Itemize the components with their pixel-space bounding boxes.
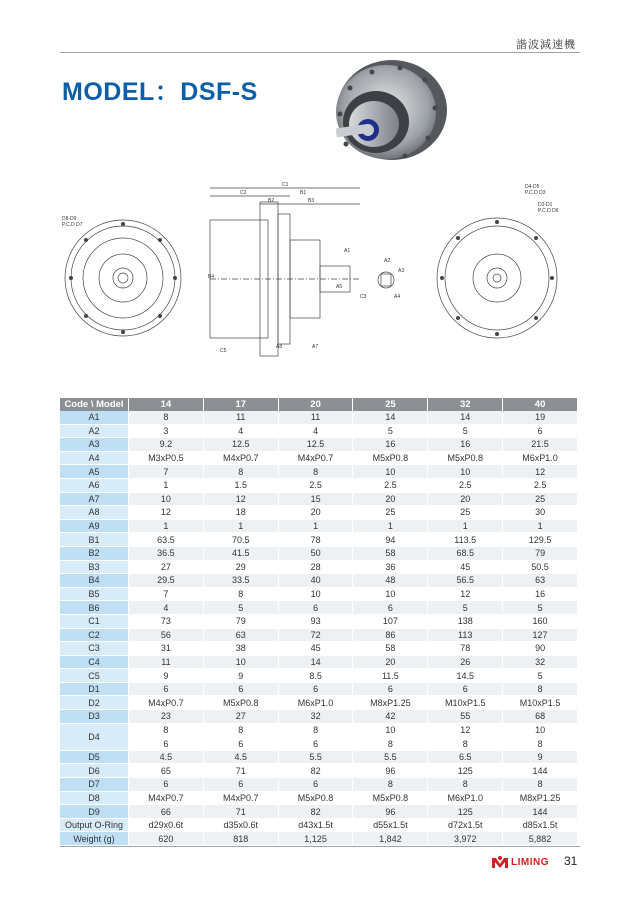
table-cell: 8 xyxy=(353,778,428,792)
table-cell: 8 xyxy=(503,737,578,751)
column-header: 14 xyxy=(129,398,204,411)
table-row xyxy=(60,750,578,764)
table-cell: 96 xyxy=(353,805,428,819)
label-a4: A4 xyxy=(394,294,401,300)
table-cell: 5,882 xyxy=(503,832,578,846)
table-cell: 11.5 xyxy=(353,669,428,683)
row-code: Output O-Ring xyxy=(60,818,129,832)
table-cell: 8 xyxy=(278,723,353,737)
table-cell: 56.5 xyxy=(428,574,503,588)
table-cell: M4xP0.7 xyxy=(129,791,204,805)
rear-view-outer xyxy=(437,218,557,338)
row-code: D1 xyxy=(60,682,129,696)
table-cell: 1,125 xyxy=(278,832,353,846)
table-row xyxy=(60,818,578,832)
table-cell: M8xP1.25 xyxy=(503,791,578,805)
table-cell: 56 xyxy=(129,628,204,642)
table-cell: 5 xyxy=(353,424,428,438)
table-row xyxy=(60,655,578,669)
label-c5: C5 xyxy=(220,348,227,354)
liming-logo-icon xyxy=(491,855,509,869)
table-cell: 79 xyxy=(203,614,278,628)
table-row xyxy=(60,696,578,710)
table-cell: 6 xyxy=(278,778,353,792)
table-cell: 8 xyxy=(428,737,503,751)
row-code: Weight (g) xyxy=(60,832,129,846)
table-cell: 6 xyxy=(278,682,353,696)
table-cell: 138 xyxy=(428,614,503,628)
table-cell: 11 xyxy=(129,655,204,669)
table-cell: 25 xyxy=(353,506,428,520)
page-title: MODEL：DSF-S xyxy=(62,78,258,106)
table-cell: 26 xyxy=(428,655,503,669)
table-cell: 8 xyxy=(129,411,204,424)
table-cell: 93 xyxy=(278,614,353,628)
table-cell: 144 xyxy=(503,764,578,778)
table-cell: 125 xyxy=(428,805,503,819)
table-cell: 82 xyxy=(278,805,353,819)
table-header-row xyxy=(60,398,578,411)
table-row xyxy=(60,574,578,588)
table-cell: 2.5 xyxy=(278,478,353,492)
table-row xyxy=(60,710,578,724)
table-cell: 12 xyxy=(203,492,278,506)
table-cell: 10 xyxy=(278,587,353,601)
table-cell: 10 xyxy=(503,723,578,737)
table-cell: 18 xyxy=(203,506,278,520)
table-cell: 40 xyxy=(278,574,353,588)
row-code: B5 xyxy=(60,587,129,601)
row-code: A7 xyxy=(60,492,129,506)
table-cell: M5xP0.8 xyxy=(203,696,278,710)
table-cell: 12 xyxy=(503,465,578,479)
table-cell: 5 xyxy=(503,669,578,683)
table-cell: 58 xyxy=(353,546,428,560)
row-code: B3 xyxy=(60,560,129,574)
table-cell: 8 xyxy=(203,465,278,479)
row-code: D3 xyxy=(60,710,129,724)
table-row xyxy=(60,805,578,819)
table-cell: 12 xyxy=(428,723,503,737)
table-row xyxy=(60,723,578,737)
table-cell: 12 xyxy=(428,587,503,601)
table-cell: M4xP0.7 xyxy=(129,696,204,710)
row-code: D6 xyxy=(60,764,129,778)
table-cell: 68 xyxy=(503,710,578,724)
table-cell: 94 xyxy=(353,533,428,547)
table-cell: 63 xyxy=(503,574,578,588)
row-code: B1 xyxy=(60,533,129,547)
table-cell: M4xP0.7 xyxy=(278,451,353,465)
row-code: A3 xyxy=(60,438,129,452)
table-cell: 9.2 xyxy=(129,438,204,452)
table-row xyxy=(60,519,578,533)
row-code: D4 xyxy=(60,723,129,750)
row-code: C4 xyxy=(60,655,129,669)
table-cell: 41.5 xyxy=(203,546,278,560)
table-cell: M4xP0.7 xyxy=(203,451,278,465)
table-cell: 1 xyxy=(129,519,204,533)
table-cell: 127 xyxy=(503,628,578,642)
table-cell: 58 xyxy=(353,642,428,656)
table-cell: 113.5 xyxy=(428,533,503,547)
table-cell: 1 xyxy=(129,478,204,492)
row-code: A2 xyxy=(60,424,129,438)
table-row xyxy=(60,791,578,805)
table-cell: 25 xyxy=(428,506,503,520)
table-row xyxy=(60,560,578,574)
label-pcd-d3: P.C.D D3 xyxy=(525,190,546,196)
table-cell: 14 xyxy=(353,411,428,424)
table-cell: 8.5 xyxy=(278,669,353,683)
table-cell: 50.5 xyxy=(503,560,578,574)
table-cell: 6 xyxy=(428,682,503,696)
table-cell: 6.5 xyxy=(428,750,503,764)
table-row xyxy=(60,832,578,846)
table-row xyxy=(60,669,578,683)
column-header: Code \ Model xyxy=(60,398,129,411)
table-row xyxy=(60,451,578,465)
table-row xyxy=(60,628,578,642)
table-cell: 1 xyxy=(503,519,578,533)
table-cell: 16 xyxy=(503,587,578,601)
table-cell: 1.5 xyxy=(203,478,278,492)
table-cell: 28 xyxy=(278,560,353,574)
table-cell: 10 xyxy=(129,492,204,506)
row-code: B4 xyxy=(60,574,129,588)
column-header: 40 xyxy=(503,398,578,411)
table-cell: 73 xyxy=(129,614,204,628)
table-cell: 4 xyxy=(278,424,353,438)
table-cell: 20 xyxy=(278,506,353,520)
table-row xyxy=(60,533,578,547)
table-cell: 19 xyxy=(503,411,578,424)
table-cell: 32 xyxy=(503,655,578,669)
table-cell: 96 xyxy=(353,764,428,778)
table-cell: 2.5 xyxy=(428,478,503,492)
header-category: 諧波減速機 xyxy=(516,39,576,51)
table-cell: 3,972 xyxy=(428,832,503,846)
table-cell: 10 xyxy=(428,465,503,479)
table-cell: M5xP0.8 xyxy=(278,791,353,805)
table-cell: M10xP1.5 xyxy=(503,696,578,710)
column-header: 20 xyxy=(278,398,353,411)
label-pcd-d6: P.C.D D6 xyxy=(538,208,559,214)
table-cell: d72x1.5t xyxy=(428,818,503,832)
table-cell: 29.5 xyxy=(129,574,204,588)
table-cell: 11 xyxy=(203,411,278,424)
table-cell: 20 xyxy=(353,655,428,669)
label-b3: B3 xyxy=(308,198,315,204)
row-code: A8 xyxy=(60,506,129,520)
label-d2-d1: D2-D1 xyxy=(538,202,553,208)
table-row xyxy=(60,424,578,438)
table-cell: 8 xyxy=(428,778,503,792)
table-cell: 6 xyxy=(129,778,204,792)
table-cell: 25 xyxy=(503,492,578,506)
table-cell: 8 xyxy=(129,723,204,737)
row-code: A9 xyxy=(60,519,129,533)
table-row xyxy=(60,546,578,560)
table-row xyxy=(60,465,578,479)
table-cell: 48 xyxy=(353,574,428,588)
table-cell: 70.5 xyxy=(203,533,278,547)
table-row xyxy=(60,411,578,424)
table-cell: 5 xyxy=(503,601,578,615)
row-code: C5 xyxy=(60,669,129,683)
table-cell: 66 xyxy=(129,805,204,819)
table-cell: 6 xyxy=(203,737,278,751)
table-cell: 144 xyxy=(503,805,578,819)
brand-logo xyxy=(491,855,561,871)
table-cell: 5 xyxy=(203,601,278,615)
table-cell: 16 xyxy=(353,438,428,452)
label-c3: C3 xyxy=(360,294,367,300)
column-header: 17 xyxy=(203,398,278,411)
table-cell: 107 xyxy=(353,614,428,628)
row-code: A4 xyxy=(60,451,129,465)
table-cell: d43x1.5t xyxy=(278,818,353,832)
table-cell: 11 xyxy=(278,411,353,424)
table-row xyxy=(60,478,578,492)
table-cell: M5xP0.8 xyxy=(428,451,503,465)
table-cell: M4xP0.7 xyxy=(203,791,278,805)
label-pcd-d7: P.C.D D7 xyxy=(62,222,83,228)
table-cell: 1 xyxy=(278,519,353,533)
table-cell: 6 xyxy=(353,601,428,615)
table-cell: 71 xyxy=(203,764,278,778)
table-cell: 9 xyxy=(129,669,204,683)
table-cell: 65 xyxy=(129,764,204,778)
row-code: A6 xyxy=(60,478,129,492)
table-cell: 818 xyxy=(203,832,278,846)
footer-rule xyxy=(60,846,580,847)
table-cell: 20 xyxy=(353,492,428,506)
label-a2: A2 xyxy=(384,258,391,264)
table-cell: d29x0.6t xyxy=(129,818,204,832)
table-row xyxy=(60,764,578,778)
table-cell: 6 xyxy=(129,682,204,696)
table-row xyxy=(60,438,578,452)
label-a1: A1 xyxy=(344,248,351,254)
table-cell: 42 xyxy=(353,710,428,724)
table-cell: 3 xyxy=(129,424,204,438)
table-row xyxy=(60,601,578,615)
front-view-outer xyxy=(65,220,181,336)
table-cell: 82 xyxy=(278,764,353,778)
label-d4-d5: D4-D5 xyxy=(525,184,540,190)
table-cell: 30 xyxy=(503,506,578,520)
row-code: A5 xyxy=(60,465,129,479)
table-cell: 10 xyxy=(353,465,428,479)
table-cell: 12.5 xyxy=(203,438,278,452)
table-cell: 32 xyxy=(278,710,353,724)
row-code: D5 xyxy=(60,750,129,764)
table-cell: d85x1.5t xyxy=(503,818,578,832)
table-cell: 8 xyxy=(503,682,578,696)
table-cell: 38 xyxy=(203,642,278,656)
table-cell: 50 xyxy=(278,546,353,560)
table-cell: 27 xyxy=(203,710,278,724)
row-code: B2 xyxy=(60,546,129,560)
row-code: D9 xyxy=(60,805,129,819)
table-row xyxy=(60,614,578,628)
table-cell: 5.5 xyxy=(278,750,353,764)
table-cell: 160 xyxy=(503,614,578,628)
table-cell: 9 xyxy=(203,669,278,683)
table-cell: 8 xyxy=(503,778,578,792)
table-row xyxy=(60,778,578,792)
label-d8-d9: D8-D9 xyxy=(62,216,77,222)
table-cell: 6 xyxy=(353,682,428,696)
table-cell: 33.5 xyxy=(203,574,278,588)
table-row xyxy=(60,492,578,506)
table-cell: M3xP0.5 xyxy=(129,451,204,465)
table-cell: 27 xyxy=(129,560,204,574)
label-b2: B2 xyxy=(268,198,275,204)
table-cell: 78 xyxy=(278,533,353,547)
table-cell: 78 xyxy=(428,642,503,656)
table-cell: 7 xyxy=(129,465,204,479)
table-cell: 10 xyxy=(203,655,278,669)
label-b1: B1 xyxy=(300,190,307,196)
table-cell: M10xP1.5 xyxy=(428,696,503,710)
table-cell: 1 xyxy=(203,519,278,533)
row-code: A1 xyxy=(60,411,129,424)
row-code: C3 xyxy=(60,642,129,656)
table-cell: 23 xyxy=(129,710,204,724)
row-code: B6 xyxy=(60,601,129,615)
table-cell: 6 xyxy=(129,737,204,751)
table-cell: 63.5 xyxy=(129,533,204,547)
brand-name: LIMING xyxy=(511,857,549,868)
product-photo xyxy=(320,58,450,170)
table-cell: d35x0.6t xyxy=(203,818,278,832)
table-cell: 4 xyxy=(203,424,278,438)
table-cell: 8 xyxy=(278,465,353,479)
table-cell: 2.5 xyxy=(503,478,578,492)
table-cell: 90 xyxy=(503,642,578,656)
table-cell: M5xP0.8 xyxy=(353,451,428,465)
table-cell: 29 xyxy=(203,560,278,574)
table-cell: M6xP1.0 xyxy=(278,696,353,710)
header-rule xyxy=(60,52,580,53)
table-cell: 6 xyxy=(278,737,353,751)
table-cell: 5 xyxy=(428,424,503,438)
label-a8: A8 xyxy=(276,344,283,350)
table-cell: 4.5 xyxy=(203,750,278,764)
table-cell: 15 xyxy=(278,492,353,506)
table-row xyxy=(60,682,578,696)
label-c2: C2 xyxy=(240,190,247,196)
table-cell: 14 xyxy=(428,411,503,424)
table-cell: 4 xyxy=(129,601,204,615)
table-cell: 14 xyxy=(278,655,353,669)
specification-table xyxy=(60,398,578,846)
page-number: 31 xyxy=(564,854,578,868)
table-cell: M8xP1.25 xyxy=(353,696,428,710)
table-cell: 45 xyxy=(428,560,503,574)
table-cell: 45 xyxy=(278,642,353,656)
table-row xyxy=(60,506,578,520)
table-cell: 12.5 xyxy=(278,438,353,452)
table-cell: d55x1.5t xyxy=(353,818,428,832)
row-code: D2 xyxy=(60,696,129,710)
table-row xyxy=(60,737,578,751)
row-code: C2 xyxy=(60,628,129,642)
table-cell: 620 xyxy=(129,832,204,846)
table-cell: 1,842 xyxy=(353,832,428,846)
table-cell: 86 xyxy=(353,628,428,642)
table-cell: 6 xyxy=(203,682,278,696)
table-cell: 8 xyxy=(353,737,428,751)
table-cell: 16 xyxy=(428,438,503,452)
table-cell: 55 xyxy=(428,710,503,724)
table-cell: 20 xyxy=(428,492,503,506)
table-cell: 68.5 xyxy=(428,546,503,560)
table-cell: M6xP1.0 xyxy=(428,791,503,805)
table-cell: M5xP0.8 xyxy=(353,791,428,805)
table-cell: M6xP1.0 xyxy=(503,451,578,465)
table-cell: 71 xyxy=(203,805,278,819)
table-row xyxy=(60,587,578,601)
table-cell: 125 xyxy=(428,764,503,778)
table-cell: 113 xyxy=(428,628,503,642)
table-cell: 8 xyxy=(203,587,278,601)
table-cell: 10 xyxy=(353,587,428,601)
table-cell: 129.5 xyxy=(503,533,578,547)
table-cell: 1 xyxy=(353,519,428,533)
table-cell: 21.5 xyxy=(503,438,578,452)
table-cell: 6 xyxy=(203,778,278,792)
table-cell: 79 xyxy=(503,546,578,560)
table-cell: 6 xyxy=(503,424,578,438)
row-code: D8 xyxy=(60,791,129,805)
table-cell: 6 xyxy=(278,601,353,615)
table-cell: 14.5 xyxy=(428,669,503,683)
table-cell: 5.5 xyxy=(353,750,428,764)
table-cell: 31 xyxy=(129,642,204,656)
table-cell: 7 xyxy=(129,587,204,601)
table-cell: 5 xyxy=(428,601,503,615)
row-code: C1 xyxy=(60,614,129,628)
table-cell: 36 xyxy=(353,560,428,574)
column-header: 32 xyxy=(428,398,503,411)
table-cell: 4.5 xyxy=(129,750,204,764)
label-a3: A3 xyxy=(398,268,405,274)
technical-drawing xyxy=(60,180,580,380)
table-cell: 63 xyxy=(203,628,278,642)
column-header: 25 xyxy=(353,398,428,411)
table-cell: 1 xyxy=(428,519,503,533)
label-a5: A5 xyxy=(336,284,343,290)
row-code: D7 xyxy=(60,778,129,792)
table-cell: 2.5 xyxy=(353,478,428,492)
table-cell: 8 xyxy=(203,723,278,737)
table-cell: 12 xyxy=(129,506,204,520)
table-row xyxy=(60,642,578,656)
label-a7: A7 xyxy=(312,344,319,350)
table-cell: 10 xyxy=(353,723,428,737)
label-b4: B4 xyxy=(208,274,215,280)
label-c1: C1 xyxy=(282,182,289,188)
table-cell: 72 xyxy=(278,628,353,642)
table-cell: 9 xyxy=(503,750,578,764)
table-cell: 36.5 xyxy=(129,546,204,560)
